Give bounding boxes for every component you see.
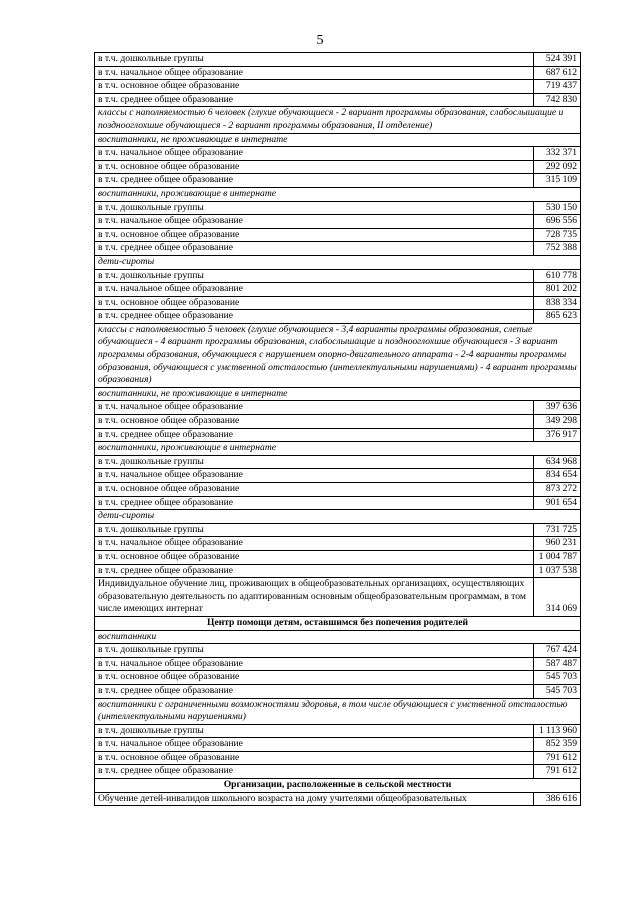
- row-value: 752 388: [534, 242, 581, 256]
- row-value: 1 037 538: [534, 564, 581, 578]
- row-value: 545 703: [534, 684, 581, 698]
- table-row: [95, 428, 581, 442]
- table-row: [95, 107, 581, 133]
- table-row: [95, 255, 581, 269]
- table-row: [95, 537, 581, 551]
- row-value: 292 092: [534, 160, 581, 174]
- row-value: 587 487: [534, 657, 581, 671]
- table-row: [95, 401, 581, 415]
- row-label: в т.ч. основное общее образование: [95, 160, 534, 174]
- row-label: в т.ч. начальное общее образование: [95, 283, 534, 297]
- table-row: [95, 657, 581, 671]
- table-row: [95, 698, 581, 724]
- row-label: в т.ч. начальное общее образование: [95, 147, 534, 161]
- table-row: [95, 738, 581, 752]
- row-value: 376 917: [534, 428, 581, 442]
- table-row: [95, 269, 581, 283]
- row-label: в т.ч. дошкольные группы: [95, 269, 534, 283]
- tariff-table: [94, 52, 581, 806]
- row-label: в т.ч. дошкольные группы: [95, 724, 534, 738]
- group-heading: воспитанники, не проживающие в интернате: [95, 387, 581, 401]
- table-row: [95, 578, 581, 617]
- row-label: в т.ч. среднее общее образование: [95, 564, 534, 578]
- group-heading: воспитанники, проживающие в интернате: [95, 442, 581, 456]
- row-value: 610 778: [534, 269, 581, 283]
- table-row: [95, 496, 581, 510]
- row-label: в т.ч. основное общее образование: [95, 296, 534, 310]
- table-row: [95, 442, 581, 456]
- row-label: в т.ч. дошкольные группы: [95, 53, 534, 67]
- table-row: [95, 174, 581, 188]
- row-value: 1 004 787: [534, 550, 581, 564]
- table-row: [95, 510, 581, 524]
- row-value: 719 437: [534, 80, 581, 94]
- row-value: 791 612: [534, 751, 581, 765]
- row-label: в т.ч. среднее общее образование: [95, 428, 534, 442]
- table-row: [95, 53, 581, 67]
- row-label: в т.ч. начальное общее образование: [95, 738, 534, 752]
- group-heading: воспитанники, не проживающие в интернате: [95, 133, 581, 147]
- table-row: [95, 616, 581, 630]
- group-heading: дети-сироты: [95, 255, 581, 269]
- table-row: [95, 671, 581, 685]
- table-row: [95, 792, 581, 806]
- table-row: [95, 66, 581, 80]
- row-value: 728 735: [534, 228, 581, 242]
- row-value: 801 202: [534, 283, 581, 297]
- table-row: [95, 215, 581, 229]
- row-value: 687 612: [534, 66, 581, 80]
- row-value: 960 231: [534, 537, 581, 551]
- table-row: [95, 779, 581, 793]
- row-label: в т.ч. основное общее образование: [95, 751, 534, 765]
- row-value: 314 069: [534, 578, 581, 617]
- row-label: в т.ч. начальное общее образование: [95, 66, 534, 80]
- table-row: [95, 469, 581, 483]
- row-value: 530 150: [534, 201, 581, 215]
- row-caption: Обучение детей-инвалидов школьного возраста на дому учителями общеобразовательных: [95, 792, 534, 806]
- page-number: 5: [316, 33, 324, 48]
- row-value: 332 371: [534, 147, 581, 161]
- table-row: [95, 523, 581, 537]
- row-value: 634 968: [534, 455, 581, 469]
- table-row: [95, 201, 581, 215]
- row-label: в т.ч. основное общее образование: [95, 671, 534, 685]
- row-value: 349 298: [534, 415, 581, 429]
- table-row: [95, 751, 581, 765]
- row-value: 696 556: [534, 215, 581, 229]
- row-label: в т.ч. начальное общее образование: [95, 657, 534, 671]
- group-heading: воспитанники, проживающие в интернате: [95, 187, 581, 201]
- row-label: в т.ч. основное общее образование: [95, 80, 534, 94]
- row-value: 731 725: [534, 523, 581, 537]
- row-label: в т.ч. дошкольные группы: [95, 644, 534, 658]
- row-label: в т.ч. начальное общее образование: [95, 215, 534, 229]
- table-row: [95, 630, 581, 644]
- table-row: [95, 483, 581, 497]
- row-value: 1 113 960: [534, 724, 581, 738]
- table-row: [95, 644, 581, 658]
- table-row: [95, 564, 581, 578]
- table-row: [95, 684, 581, 698]
- row-value: 873 272: [534, 483, 581, 497]
- table-row: [95, 455, 581, 469]
- row-value: 852 359: [534, 738, 581, 752]
- row-label: в т.ч. среднее общее образование: [95, 174, 534, 188]
- row-value: 742 830: [534, 93, 581, 107]
- row-label: в т.ч. среднее общее образование: [95, 496, 534, 510]
- group-heading: воспитанники: [95, 630, 581, 644]
- table-row: [95, 93, 581, 107]
- table-row: [95, 187, 581, 201]
- table-row: [95, 765, 581, 779]
- row-label: в т.ч. основное общее образование: [95, 483, 534, 497]
- row-label: в т.ч. начальное общее образование: [95, 401, 534, 415]
- row-value: 901 654: [534, 496, 581, 510]
- row-value: 397 636: [534, 401, 581, 415]
- table-row: [95, 323, 581, 387]
- row-label: в т.ч. среднее общее образование: [95, 684, 534, 698]
- table-row: [95, 133, 581, 147]
- row-value: 865 623: [534, 310, 581, 324]
- section-heading: Организации, расположенные в сельской местности: [95, 779, 581, 793]
- row-value: 838 334: [534, 296, 581, 310]
- row-label: в т.ч. начальное общее образование: [95, 469, 534, 483]
- row-label: в т.ч. дошкольные группы: [95, 523, 534, 537]
- row-label: в т.ч. дошкольные группы: [95, 455, 534, 469]
- table-row: [95, 415, 581, 429]
- table-row: [95, 550, 581, 564]
- row-caption: Индивидуальное обучение лиц, проживающих в общеобразовательных организациях, осуществляющих образовательную деятельность по адаптированным основным общеобразовательным программам, в том числе имеющих интернат: [95, 578, 534, 617]
- table-row: [95, 160, 581, 174]
- row-label: в т.ч. среднее общее образование: [95, 310, 534, 324]
- row-value: 315 109: [534, 174, 581, 188]
- row-label: в т.ч. среднее общее образование: [95, 242, 534, 256]
- table-row: [95, 310, 581, 324]
- row-value: 545 703: [534, 671, 581, 685]
- row-label: в т.ч. среднее общее образование: [95, 93, 534, 107]
- row-value: 834 654: [534, 469, 581, 483]
- row-label: в т.ч. начальное общее образование: [95, 537, 534, 551]
- table-row: [95, 387, 581, 401]
- table-row: [95, 228, 581, 242]
- row-value: 791 612: [534, 765, 581, 779]
- table-row: [95, 147, 581, 161]
- table-row: [95, 296, 581, 310]
- group-heading: дети-сироты: [95, 510, 581, 524]
- row-value: 524 391: [534, 53, 581, 67]
- row-label: в т.ч. среднее общее образование: [95, 765, 534, 779]
- row-label: в т.ч. дошкольные группы: [95, 201, 534, 215]
- table-row: [95, 242, 581, 256]
- row-label: в т.ч. основное общее образование: [95, 228, 534, 242]
- row-label: в т.ч. основное общее образование: [95, 415, 534, 429]
- group-heading: классы с наполняемостью 6 человек (глухие обучающиеся - 2 вариант программы образования, слабослышащие и позднооглохшие обучающиеся - 2 вариант программы образования, II отделение): [95, 107, 581, 133]
- section-heading: Центр помощи детям, оставшимся без попечения родителей: [95, 616, 581, 630]
- group-heading: классы с наполняемостью 5 человек (глухие обучающиеся - 3,4 варианты программы образования, слепые обучающиеся - 4 вариант программы образования, слабослышащие и позднооглохшие обучающиеся - 3 вариант программы образования, обучающиеся с нарушением опорно-двигательного аппарата - 2-4 варианты программы образования, обучающиеся с умственной отсталостью (интеллектуальными нарушениями) - 4 вариант программы образования): [95, 323, 581, 387]
- group-heading: воспитанники с ограниченными возможностями здоровья, в том числе обучающиеся с умственной отсталостью (интеллектуальными нарушениями): [95, 698, 581, 724]
- table-row: [95, 80, 581, 94]
- row-value: 767 424: [534, 644, 581, 658]
- table-row: [95, 283, 581, 297]
- row-value: 386 616: [534, 792, 581, 806]
- row-label: в т.ч. основное общее образование: [95, 550, 534, 564]
- table-row: [95, 724, 581, 738]
